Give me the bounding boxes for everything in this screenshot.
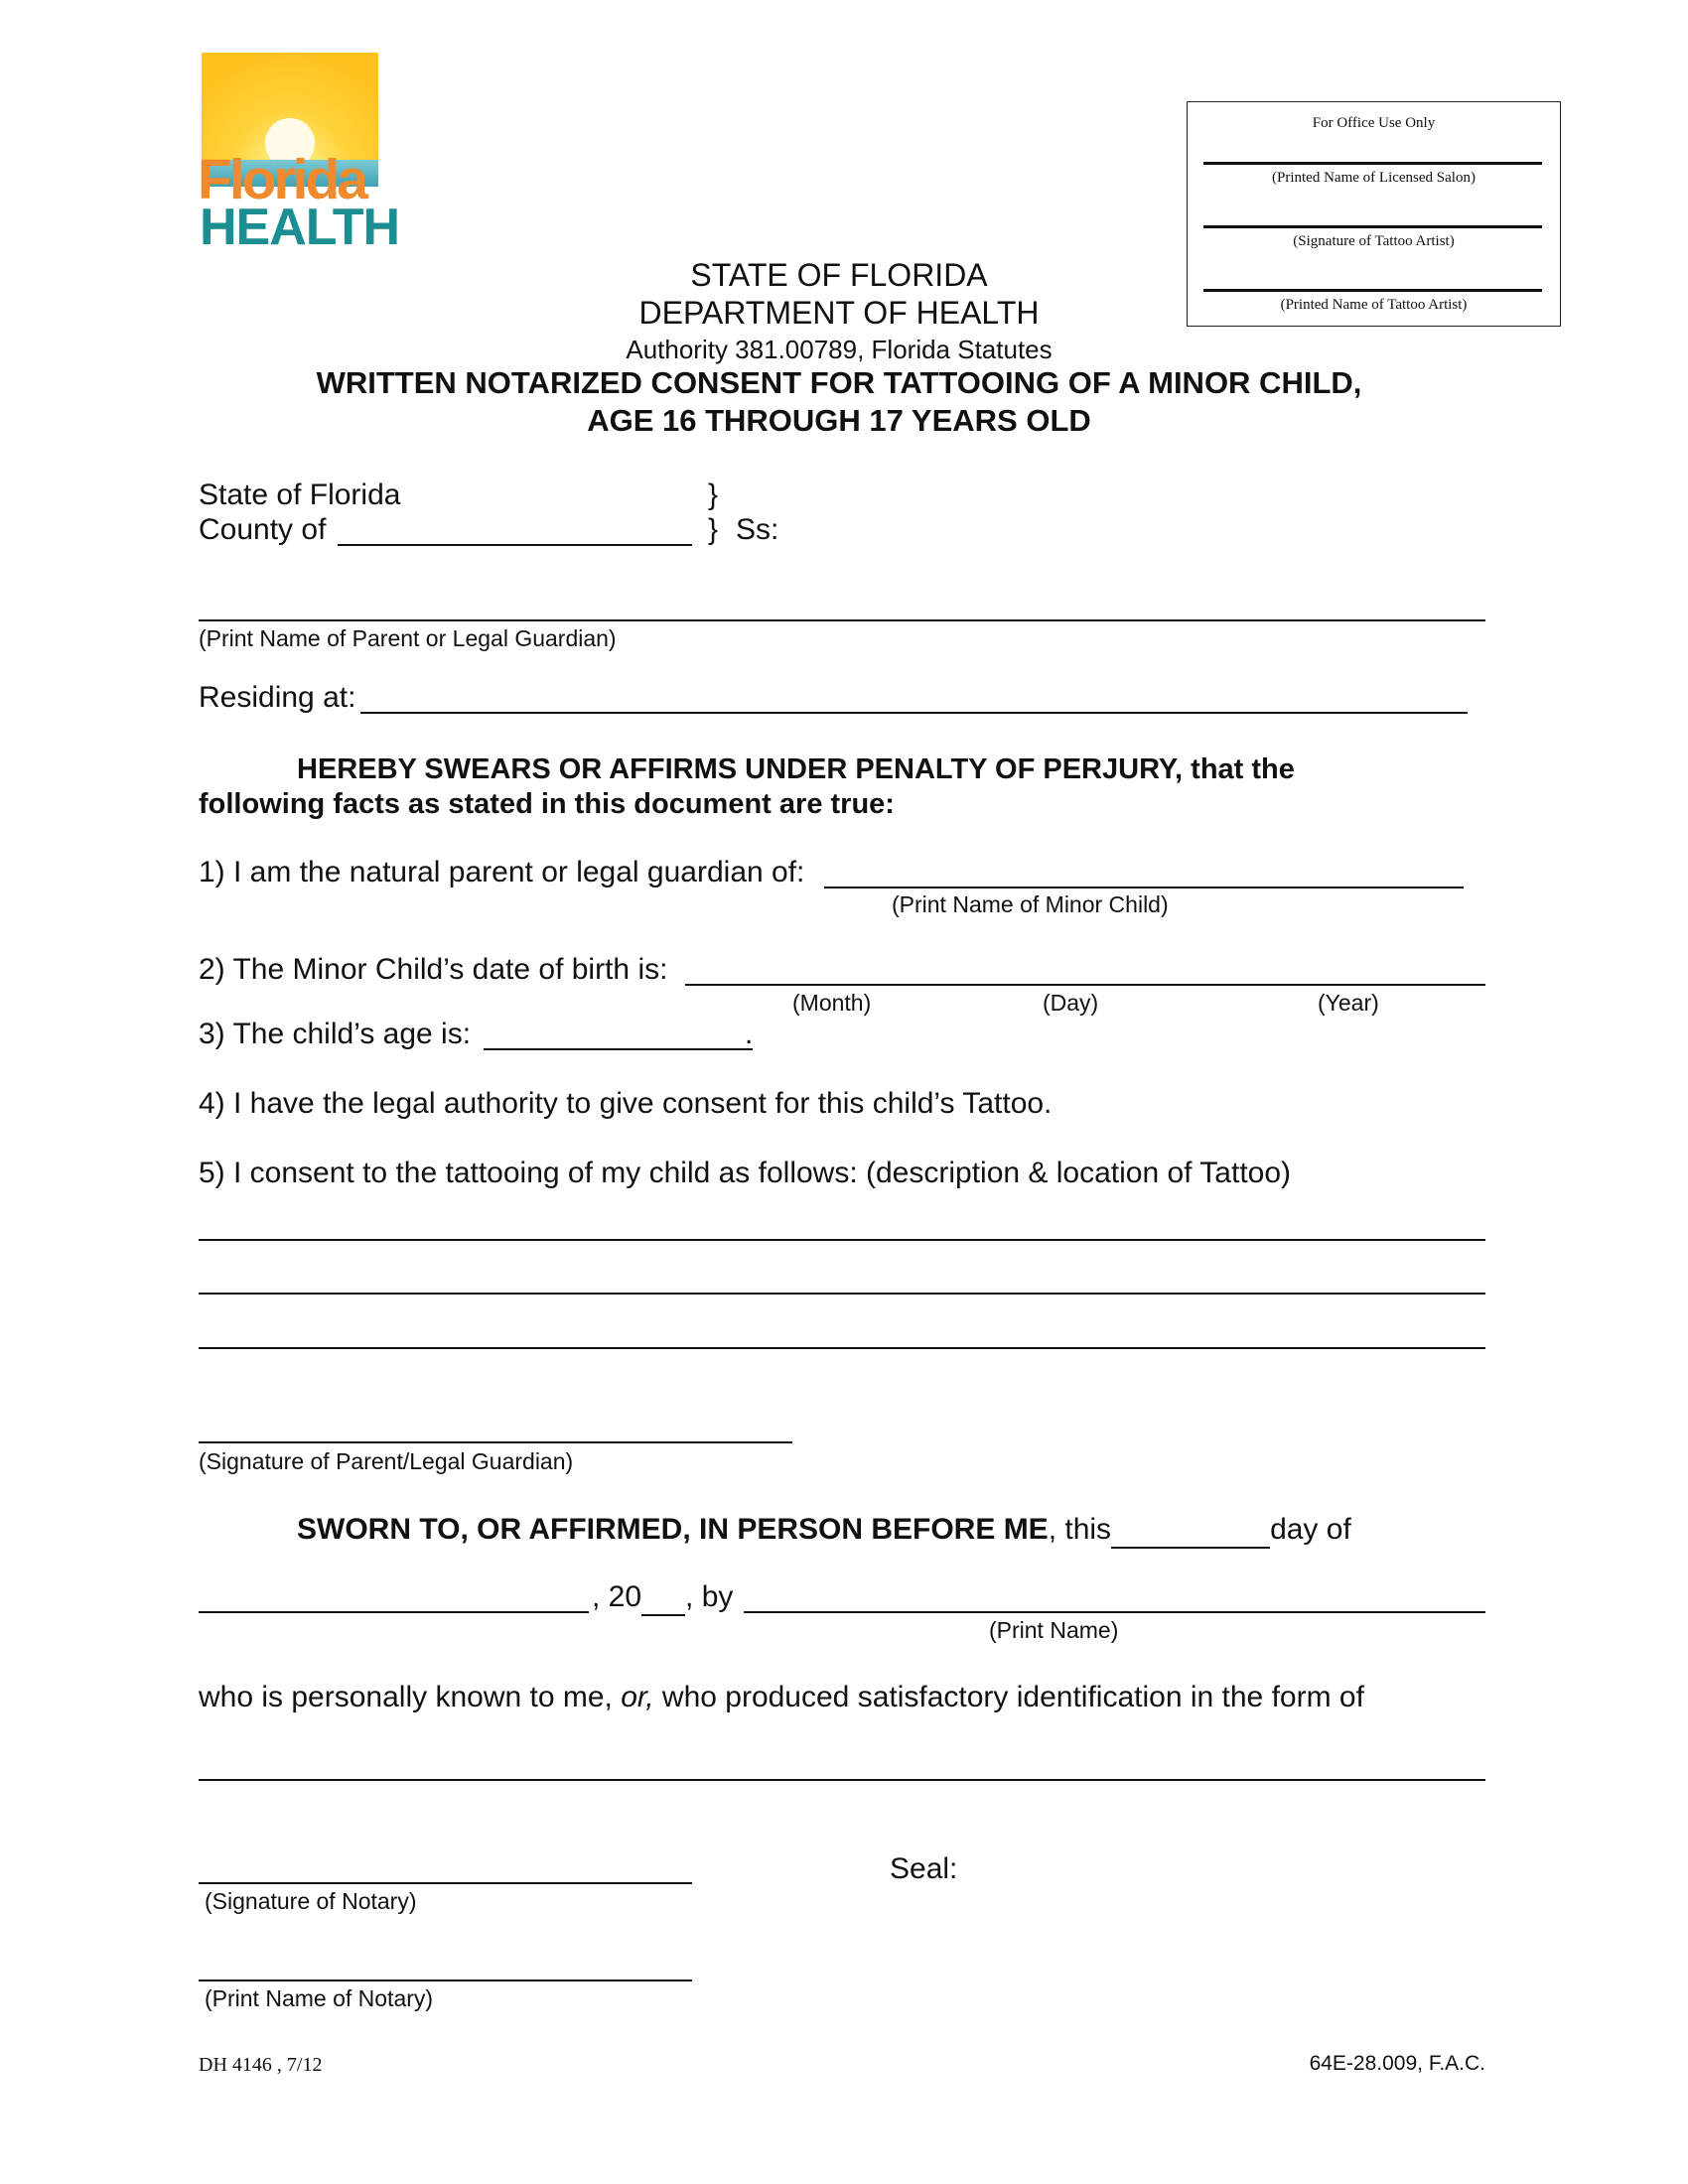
birth-date-line[interactable] [685, 984, 1485, 986]
birth-month-caption: (Month) [792, 990, 872, 1016]
sworn-bold-text: SWORN TO, OR AFFIRMED, IN PERSON BEFORE ME [297, 1513, 1049, 1546]
sworn-statement [297, 1513, 1351, 1549]
artist-name-line[interactable] [1203, 289, 1542, 292]
artist-name-caption: (Printed Name of Tattoo Artist) [1280, 297, 1468, 313]
identification-line[interactable] [199, 1779, 1485, 1781]
authority-line: Authority 381.00789, Florida Statutes [626, 335, 1053, 364]
minor-name-caption: (Print Name of Minor Child) [892, 891, 1169, 917]
notary-print-name-caption: (Print Name of Notary) [205, 1985, 434, 2011]
sworn-day-field[interactable] [1111, 1513, 1270, 1549]
department-heading: DEPARTMENT OF HEALTH [638, 295, 1040, 331]
tattoo-description-line-3[interactable] [199, 1347, 1485, 1349]
county-input-line[interactable] [338, 544, 692, 546]
sworn-year-prefix: , 20 [592, 1580, 642, 1613]
item-3-period: . [745, 1018, 754, 1050]
logo-word-florida: Florida [198, 148, 366, 211]
parent-name-line[interactable] [199, 619, 1485, 621]
artist-signature-caption: (Signature of Tattoo Artist) [1293, 233, 1455, 249]
tattoo-description-line-2[interactable] [199, 1293, 1485, 1295]
notary-signature-caption: (Signature of Notary) [205, 1888, 417, 1914]
oath-line1: HEREBY SWEARS OR AFFIRMS UNDER PENALTY OF PERJURY, that the [297, 753, 1295, 785]
known-pre: who is personally known to me, [199, 1681, 622, 1713]
office-use-title: For Office Use Only [1312, 115, 1436, 131]
seal-label: Seal: [890, 1852, 958, 1885]
venue-ss: Ss: [736, 513, 779, 546]
sworn-month-line[interactable] [199, 1611, 589, 1613]
artist-signature-line[interactable] [1203, 225, 1542, 228]
form-id: DH 4146 , 7/12 [199, 2054, 323, 2076]
birth-year-caption: (Year) [1318, 990, 1379, 1016]
venue-county-label: County of [199, 513, 327, 546]
item-3-text: 3) The child’s age is: [199, 1018, 472, 1050]
state-heading: STATE OF FLORIDA [690, 257, 988, 293]
logo-word-health: HEALTH [200, 199, 400, 256]
sworn-this: , this [1048, 1513, 1112, 1546]
minor-name-line[interactable] [824, 887, 1464, 888]
sworn-by: , by [685, 1580, 734, 1613]
florida-health-logo [198, 53, 400, 256]
sworn-day-of: day of [1270, 1513, 1351, 1546]
sworn-print-name-caption: (Print Name) [989, 1617, 1119, 1643]
item-4-text: 4) I have the legal authority to give consent for this child’s Tattoo. [199, 1087, 1053, 1120]
venue-brace-top: } [708, 478, 719, 511]
venue-state: State of Florida [199, 478, 401, 511]
item-5-text: 5) I consent to the tattooing of my child as follows: (description & location of Tattoo) [199, 1157, 1292, 1189]
oath-line2: following facts as stated in this document are true: [199, 788, 895, 820]
notary-signature-line[interactable] [199, 1882, 692, 1884]
office-use-box [1187, 101, 1561, 327]
venue-brace-bottom: } [708, 513, 719, 546]
birth-day-caption: (Day) [1043, 990, 1099, 1016]
residing-label: Residing at: [199, 681, 356, 714]
rule-citation: 64E-28.009, F.A.C. [1309, 2052, 1485, 2075]
item-1-text: 1) I am the natural parent or legal guardian of: [199, 856, 805, 888]
sworn-print-name-line[interactable] [744, 1611, 1485, 1613]
parent-signature-caption: (Signature of Parent/Legal Guardian) [199, 1448, 574, 1474]
identification-statement [199, 1681, 1364, 1714]
parent-signature-line[interactable] [199, 1441, 792, 1443]
notary-print-name-line[interactable] [199, 1979, 692, 1981]
residing-address-line[interactable] [360, 712, 1468, 714]
tattoo-description-line-1[interactable] [199, 1239, 1485, 1241]
salon-name-line[interactable] [1203, 162, 1542, 165]
sworn-year-field[interactable] [641, 1580, 685, 1616]
parent-name-caption: (Print Name of Parent or Legal Guardian) [199, 625, 617, 651]
known-post: who produced satisfactory identification in the form of [653, 1681, 1364, 1713]
form-title-line1: WRITTEN NOTARIZED CONSENT FOR TATTOOING OF A MINOR CHILD, [316, 365, 1362, 400]
form-title-line2: AGE 16 THROUGH 17 YEARS OLD [587, 403, 1091, 438]
sworn-year-label [592, 1580, 733, 1616]
known-or: or, [621, 1681, 654, 1713]
item-2-text: 2) The Minor Child’s date of birth is: [199, 953, 668, 986]
child-age-line[interactable] [484, 1048, 753, 1050]
salon-name-caption: (Printed Name of Licensed Salon) [1272, 170, 1476, 186]
